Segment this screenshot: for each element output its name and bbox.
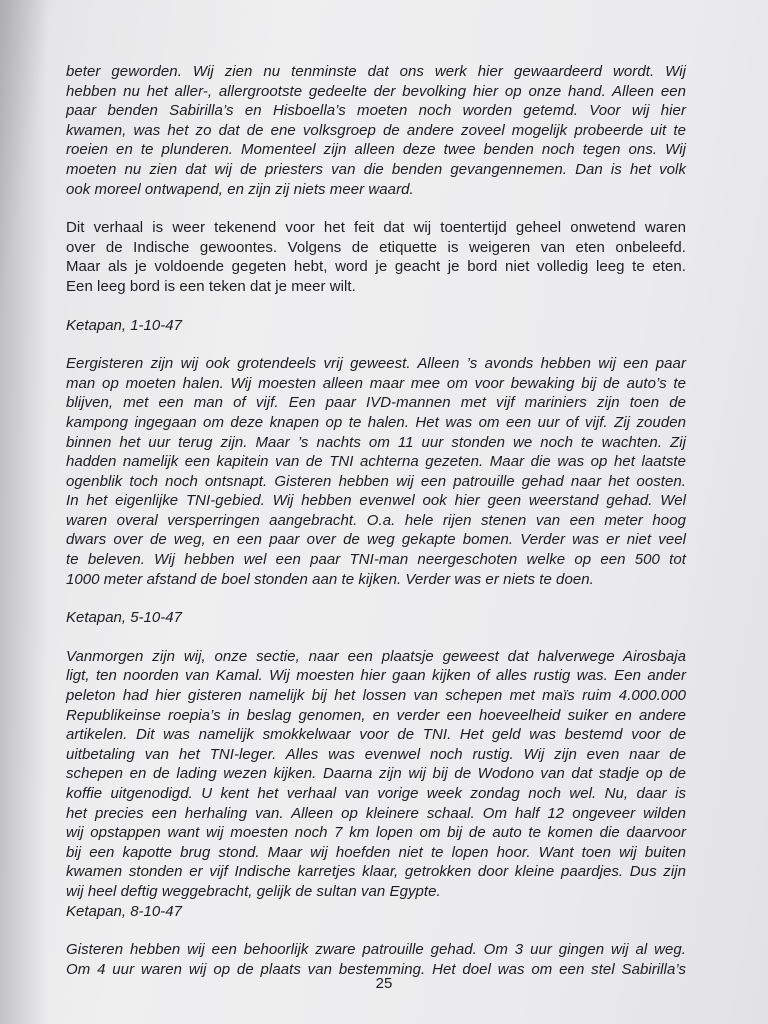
page-text (66, 62, 686, 979)
entry-heading: Ketapan, 8-10-47 (66, 902, 182, 920)
text-line: beter geworden. Wij zien nu tenminste dat ons werk hier gewaardeerd wordt. Wij (66, 63, 686, 80)
text-line: roeien en te plunderen. Momenteel zijn alleen deze twee benden noch tegen ons. Wij (66, 141, 686, 159)
text-line: Gisteren hebben wij een behoorlijk zware patrouille gehad. Om 3 uur gingen wij al weg. (66, 941, 686, 959)
text-line: hebben nu het aller-, allergrootste gedeelte der bevolking hier op onze hand. Alleen een (66, 82, 686, 100)
text-line: Om 4 uur waren wij op de plaats van bestemming. Het doel was om een stel Sabirilla’s (66, 960, 686, 978)
text-line: koffie uitgenodigd. U kent het verhaal van vorige week zondag noch wel. Nu, daar is (66, 785, 686, 802)
text-line: blijven, met een man of vijf. Een paar IVD-mannen met vijf mariniers zijn toen de (66, 394, 686, 412)
entry-3-body (66, 940, 686, 979)
text-line: Eergisteren zijn wij ook grotendeels vrij geweest. Alleen ’s avonds hebben wij een paar (66, 355, 686, 373)
text-line: binnen het uur terug zijn. Maar ’s nachts om 11 uur stonden we noch te wachten. Zij (66, 433, 686, 451)
text-line: waren overal versperringen aangebracht. O.a. hele rijen stenen van een meter hoog (66, 511, 686, 529)
text-line: wij opstappen want wij moesten noch 7 km lopen om bij de auto te komen die daarvoor (66, 824, 686, 842)
text-line: peleton had hier gisteren namelijk bij het lossen van schepen met maïs ruim 4.000.000 (66, 687, 686, 705)
text-line: 1000 meter afstand de boel stonden aan te kijken. Verder was er niets te doen. (66, 570, 594, 588)
paragraph-gap (66, 921, 686, 940)
text-line: ogenblik toch noch ontsnapt. Gisteren hebben wij een patrouille gehad naar het oosten. (66, 472, 686, 490)
text-line: bij een kapotte brug stond. Maar wij hoefden niet te lopen hoor. Want toen wij buiten (66, 843, 686, 861)
text-line: schepen en de lading wezen kijken. Daarna zijn wij bij de Wodono van dat stadje op de (66, 765, 686, 783)
paragraph-gap (66, 199, 686, 218)
paragraph-gap (66, 297, 686, 316)
text-line: Vanmorgen zijn wij, onze sectie, naar een plaatsje geweest dat halverwege Airosbaja (66, 647, 686, 665)
text-line: kwamen stonden er vijf Indische karretjes klaar, getrokken door kleine paardjes. Dus zijn (66, 863, 686, 881)
text-line: moeten nu zien dat wij de priesters van die benden gevangennemen. Dan is het volk (66, 160, 686, 178)
text-line: Dit verhaal is weer tekenend voor het feit dat wij toentertijd geheel onwetend waren (66, 219, 686, 237)
page-number: 25 (375, 975, 393, 992)
text-line: hadden namelijk een kapitein van de TNI achterna gezeten. Maar die was op het laatste (66, 453, 686, 471)
text-line: artikelen. Dit was namelijk smokkelwaar voor de TNI. Het geld was bestemd voor de (66, 726, 686, 744)
paragraph-1 (66, 62, 686, 199)
text-line: ligt, ten noorden van Kamal. Wij moesten hier gaan kijken of alles rustig was. Een ander (66, 667, 686, 685)
paragraph-gap (66, 335, 686, 354)
text-line: uitbetaling van het TNI-leger. Alles was evenwel noch rustig. Wij zijn even naar de (66, 745, 686, 763)
text-line: Een leeg bord is een teken dat je meer wilt. (66, 277, 356, 295)
text-line: dwars over de weg, en een paar over de weg gekapte bomen. Verder was er niet veel (66, 531, 686, 549)
text-line: te beleven. Wij hebben wel een paar TNI-man neergeschoten welke op een 500 tot (66, 551, 686, 569)
text-line: paar benden Sabirilla’s en Hisboella’s moeten noch worden getemd. Voor wij hier (66, 102, 686, 120)
text-line: ook moreel ontwapend, en zijn zij niets meer waard. (66, 180, 414, 198)
text-line: man op moeten halen. Wij moesten alleen maar mee om voor bewaking bij de auto’s te (66, 374, 686, 392)
entry-1-body (66, 354, 686, 589)
text-line: Republikeinse roepia’s in beslag genomen, en verder een hoeveelheid suiker en andere (66, 706, 686, 724)
text-line: Maar als je voldoende gegeten hebt, word je geacht je bord niet volledig leeg te eten. (66, 258, 686, 276)
entry-heading: Ketapan, 1-10-47 (66, 316, 182, 334)
text-line: wij heel deftig weggebracht, gelijk de sultan van Egypte. (66, 882, 441, 900)
text-line: kwamen, was het zo dat de ene volksgroep de andere zoveel mogelijk probeerde uit te (66, 121, 686, 139)
paragraph-gap (66, 628, 686, 647)
text-line: over de Indische gewoontes. Volgens de etiquette is weigeren van eten onbeleefd. (66, 238, 686, 256)
entry-2-body (66, 647, 686, 902)
paragraph-gap (66, 589, 686, 608)
text-line: In het eigenlijke TNI-gebied. Wij hebben evenwel ook hier geen weerstand gehad. Wel (66, 492, 686, 510)
paragraph-2 (66, 218, 686, 296)
binding-shadow (0, 0, 48, 1024)
text-line: het precies een herhaling van. Alleen op kleinere schaal. Om half 12 ongeveer wilden (66, 804, 686, 822)
text-line: kampong ingegaan om deze knapen op te halen. Het was om een uur of vijf. Zij zouden (66, 413, 686, 431)
entry-heading: Ketapan, 5-10-47 (66, 609, 182, 627)
